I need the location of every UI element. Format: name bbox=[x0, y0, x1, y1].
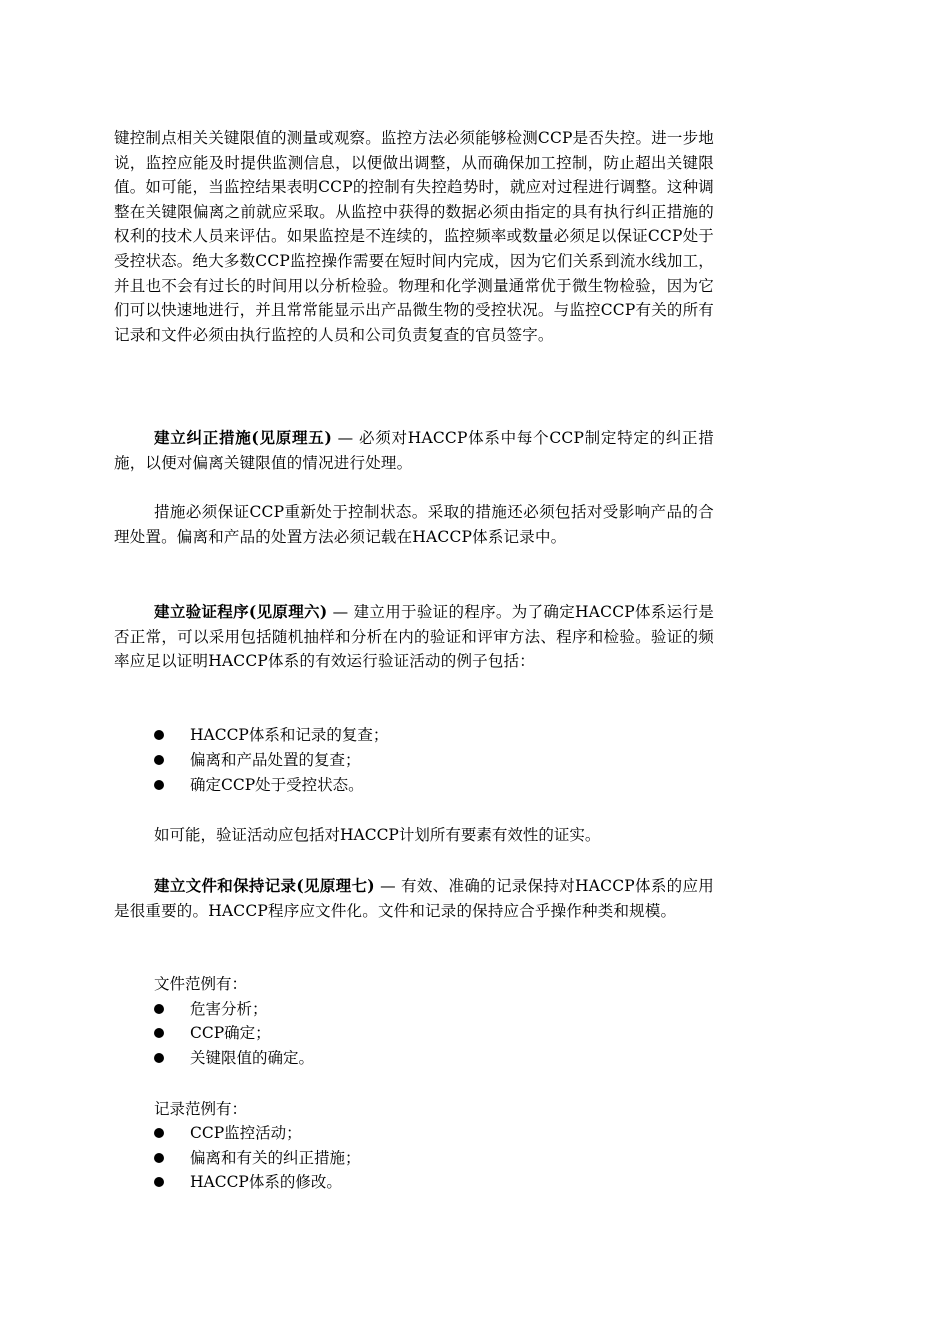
bullet-icon bbox=[154, 1128, 164, 1138]
document-page: 键控制点相关关键限值的测量或观察。监控方法必须能够检测CCP是否失控。进一步地说，监控应能及时提供监测信息，以便做出调整，从而确保加工控制，防止超出关键限值。如可能，当监控结果表明CCP的控制有失控趋势时，就应对过程进行调整。这种调整在关键限偏离之前就应采取。从监控中获得的数据必须由指定的具有执行纠正措施的权利的技术人员来评估。如果监控是不连续的，监控频率或数量必须足以保证CCP处于受控状态。绝大多数CCP监控操作需要在短时间内完成，因为它们关系到流水线加工，并且也不会有过长的时间用以分析检验。物理和化学测量通常优于微生物检验，因为它们可以快速地进行，并且常常能显示出产品微生物的受控状况。与监控CCP有关的所有记录和文件必须由执行监控的人员和公司负责复查的官员签字。 建立纠正措施(见原理五) — 必须对HACCP体系中每个CCP制定特定的纠正措施，以便对偏离关键限值的情况进行处理。 措施必须保证CCP重新处于控制状态。采取的措施还必须包括对受影响产品的合理处置。偏离和产品的处置方法必须记载在HACCP体系记录中。 建立验证程序(见原理六) — 建立用于验证的程序。为了确定HACCP体系运行是否正常，可以采用包括随机抽样和分析在内的验证和评审方法、程序和检验。验证的频率应足以证明HACCP体系的有效运行验证活动的例子包括： HACCP体系和记录的复查； 偏离和产品处置的复查； 确定CCP处于受控状态。 如可能，验证活动应包括对HACCP计划所有要素有效性的证实。 建立文件和保持记录(见原理七) — 有效、准确的记录保持对HACCP体系的应用是很重要的。HACCP程序应文件化。文件和记录的保持应合乎操作种类和规模。 文件范例有： 危害分析； CCP确定； 关键限值的确定。 记录范例有： CCP监控活动； 偏离和有关的纠正措施； HACCP体系的修改。 bbox=[0, 0, 950, 1344]
bullet-icon bbox=[154, 1053, 164, 1063]
corrective-action-heading: 建立纠正措施(见原理五) bbox=[154, 428, 332, 447]
bullet-icon bbox=[154, 1177, 164, 1187]
corrective-action-paragraph bbox=[114, 426, 714, 475]
verification-note: 如可能，验证活动应包括对HACCP计划所有要素有效性的证实。 bbox=[154, 826, 601, 844]
bullet-icon bbox=[154, 1004, 164, 1014]
corrective-action-text: — 必须对HACCP体系中每个CCP制定特定的纠正措施，以便对偏离关键限值的情况进行处理。 bbox=[114, 429, 714, 472]
documentation-paragraph bbox=[114, 874, 714, 923]
verification-text: — 建立用于验证的程序。为了确定HACCP体系运行是否正常，可以采用包括随机抽样和分析在内的验证和评审方法、程序和检验。验证的频率应足以证明HACCP体系的有效运行验证活动的例子包括： bbox=[114, 603, 714, 671]
documents-label: 文件范例有： bbox=[154, 975, 248, 993]
verification-paragraph bbox=[114, 600, 714, 674]
bullet-icon bbox=[154, 1153, 164, 1163]
corrective-measures-paragraph: 措施必须保证CCP重新处于控制状态。采取的措施还必须包括对受影响产品的合理处置。偏离和产品的处置方法必须记载在HACCP体系记录中。 bbox=[114, 503, 714, 546]
documentation-heading: 建立文件和保持记录(见原理七) bbox=[154, 876, 375, 895]
bullet-icon bbox=[154, 1028, 164, 1038]
verification-heading: 建立验证程序(见原理六) bbox=[154, 602, 328, 621]
records-label: 记录范例有： bbox=[154, 1100, 248, 1118]
bullet-icon bbox=[154, 755, 164, 765]
bullet-icon bbox=[154, 730, 164, 740]
bullet-icon bbox=[154, 780, 164, 790]
documentation-text: — 有效、准确的记录保持对HACCP体系的应用是很重要的。HACCP程序应文件化。文件和记录的保持应合乎操作种类和规模。 bbox=[114, 877, 715, 920]
monitoring-paragraph: 键控制点相关关键限值的测量或观察。监控方法必须能够检测CCP是否失控。进一步地说，监控应能及时提供监测信息，以便做出调整，从而确保加工控制，防止超出关键限值。如可能，当监控结果表明CCP的控制有失控趋势时，就应对过程进行调整。这种调整在关键限偏离之前就应采取。从监控中获得的数据必须由指定的具有执行纠正措施的权利的技术人员来评估。如果监控是不连续的，监控频率或数量必须足以保证CCP处于受控状态。绝大多数CCP监控操作需要在短时间内完成，因为它们关系到流水线加工，并且也不会有过长的时间用以分析检验。物理和化学测量通常优于微生物检验，因为它们可以快速地进行，并且常常能显示出产品微生物的受控状况。与监控CCP有关的所有记录和文件必须由执行监控的人员和公司负责复查的官员签字。 bbox=[114, 129, 714, 344]
